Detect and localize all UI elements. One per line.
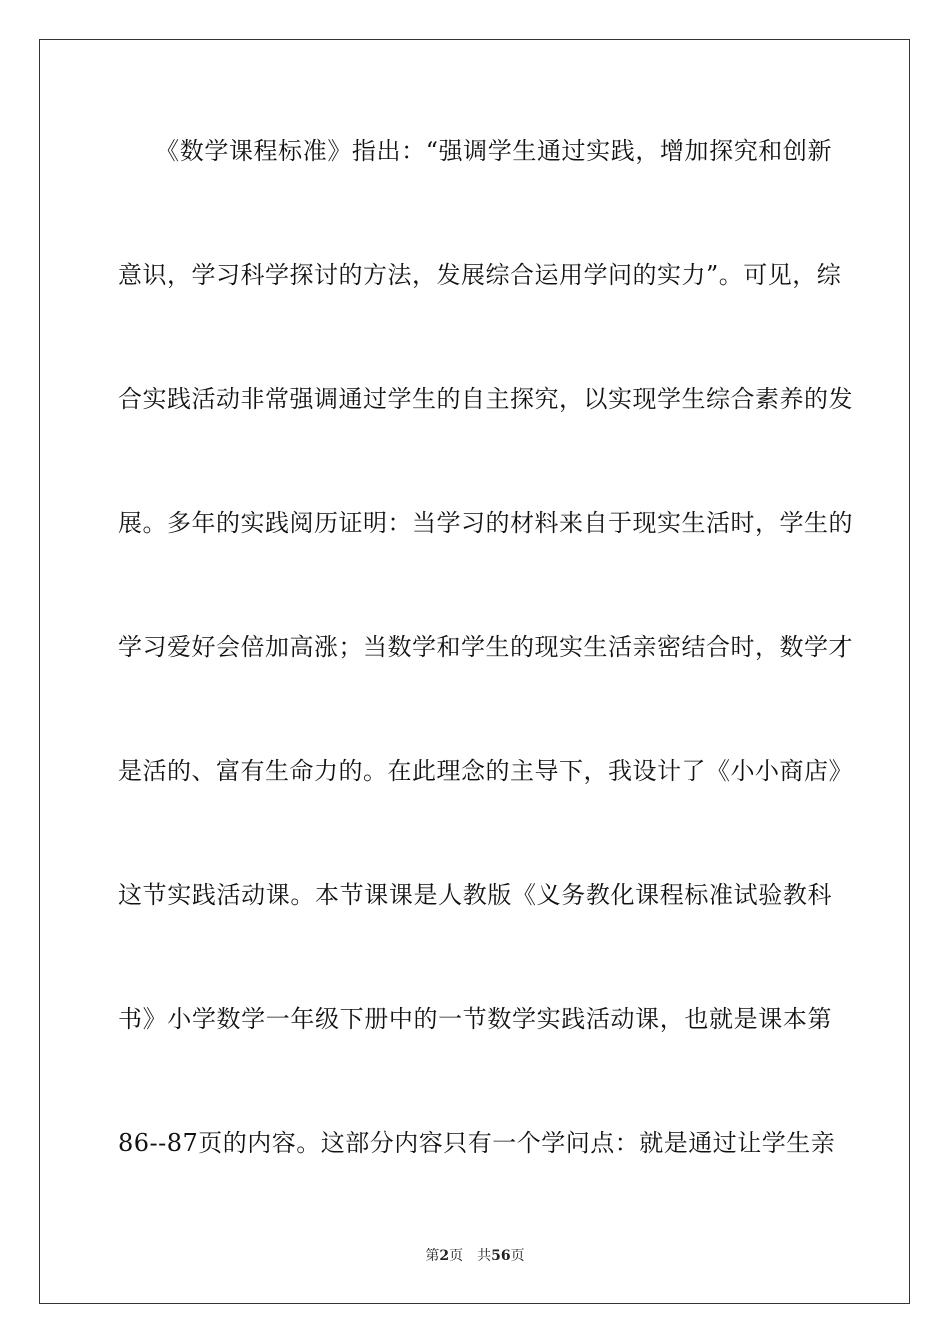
total-suffix: 页 (510, 1248, 525, 1264)
page-number: 2 (439, 1248, 450, 1264)
text-line-7: 这节实践活动课。本节课课是人教版《义务教化课程标准试验教科 (118, 881, 832, 909)
text-line-6: 是活的、富有生命力的。在此理念的主导下，我设计了《小小商店》 (118, 757, 853, 785)
text-line-2: 意识，学习科学探讨的方法，发展综合运用学问的实力”。可见，综 (118, 261, 842, 289)
text-line-3: 合实践活动非常强调通过学生的自主探究，以实现学生综合素养的发 (118, 385, 853, 413)
page-prefix: 第 (425, 1248, 440, 1264)
page-frame (39, 39, 910, 1304)
page-footer (0, 1247, 950, 1265)
page-suffix: 页 (449, 1248, 464, 1264)
text-line-4: 展。多年的实践阅历证明：当学习的材料来自于现实生活时，学生的 (118, 509, 853, 537)
total-pages: 56 (491, 1248, 511, 1264)
text-line-1: 《数学课程标准》指出：“强调学生通过实践，增加探究和创新 (118, 137, 832, 165)
total-prefix: 共 (477, 1248, 492, 1264)
text-line-9: 86--87页的内容。这部分内容只有一个学问点：就是通过让学生亲 (118, 1129, 836, 1157)
text-line-8: 书》小学数学一年级下册中的一节数学实践活动课，也就是课本第 (118, 1005, 832, 1033)
text-line-5: 学习爱好会倍加高涨；当数学和学生的现实生活亲密结合时，数学才 (118, 633, 853, 661)
